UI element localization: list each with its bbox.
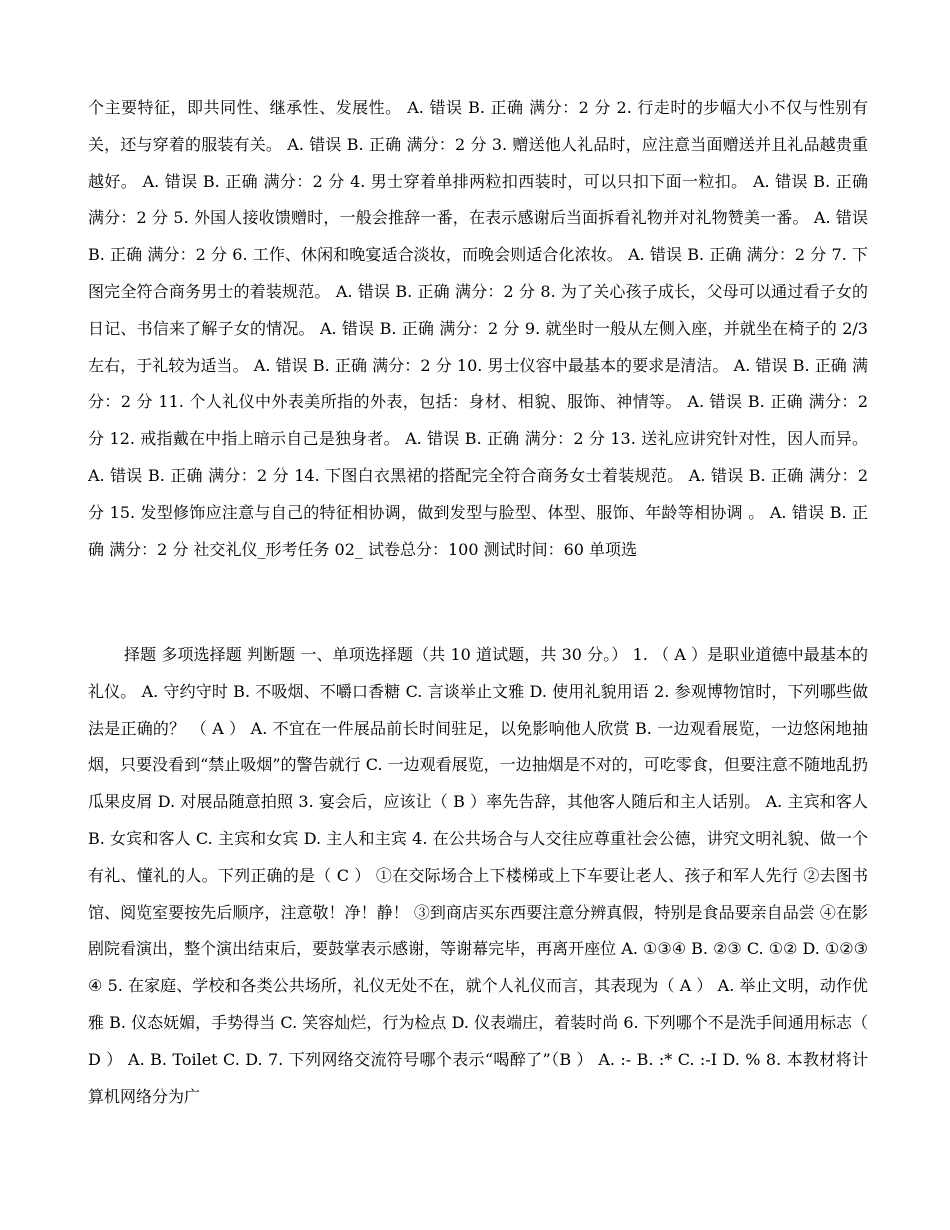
paragraph-single-choice-questions: 择题 多项选择题 判断题 一、单项选择题（共 10 道试题，共 30 分。） 1. （ A ）是职业道德中最基本的礼仪。 A. 守约守时 B. 不吸烟、不嚼口香糖 C. 言谈举止文雅 D. 使用礼貌用语 2. 参观博物馆时，下列哪些做法是正确的？ （ A ） A. 不宜在一件展品前长时间驻足，以免影响他人欣赏 B. 一边观看展览，一边悠闲地抽烟，只要没看到“禁止吸烟”的警告就行 C. 一边观看展览，一边抽烟是不对的，可吃零食，但要注意不随地乱扔瓜果皮屑 D. 对展品随意拍照 3. 宴会后，应该让（ B ）率先告辞，其他客人随后和主人话别。 A. 主宾和客人 B. 女宾和客人 C. 主宾和女宾 D. 主人和主宾 4. 在公共场合与人交往应尊重社会公德，讲究文明礼貌、做一个有礼、懂礼的人。下列正确的是（ C ） ①在交际场合上下楼梯或上下车要让老人、孩子和军人先行 ②去图书馆、阅览室要按先后顺序，注意敬！净！静！ ③到商店买东西要注意分辨真假，特别是食品要亲自品尝 ④在影剧院看演出，整个演出结束后，要鼓掌表示感谢，等谢幕完毕，再离开座位 A. ①③④ B. ②③ C. ①② D. ①②③④ 5. 在家庭、学校和各类公共场所，礼仪无处不在，就个人礼仪而言，其表现为（ A ） A. 举止文明，动作优雅 B. 仪态妩媚，手势得当 C. 笑容灿烂，行为检点 D. 仪表端庄，着装时尚 6. 下列哪个不是洗手间通用标志（ D ） A. B. Toilet C. D. 7. 下列网络交流符号哪个表示“喝醉了”（B ） A. :- B. :* C. :-I D. % 8. 本教材将计算机网络分为广 <box>88 645 868 1106</box>
paragraph-true-false-questions: 个主要特征，即共同性、继承性、发展性。 A. 错误 B. 正确 满分：2 分 2. 行走时的步幅大小不仅与性别有关，还与穿着的服装有关。 A. 错误 B. 正确 满分：2 分 3. 赠送他人礼品时，应注意当面赠送并且礼品越贵重越好。 A. 错误 B. 正确 满分：2 分 4. 男士穿着单排两粒扣西装时，可以只扣下面一粒扣。 A. 错误 B. 正确 满分：2 分 5. 外国人接收馈赠时，一般会推辞一番，在表示感谢后当面拆看礼物并对礼物赞美一番。 A. 错误 B. 正确 满分：2 分 6. 工作、休闲和晚宴适合淡妆，而晚会则适合化浓妆。 A. 错误 B. 正确 满分：2 分 7. 下图完全符合商务男士的着装规范。 A. 错误 B. 正确 满分：2 分 8. 为了关心孩子成长，父母可以通过看子女的日记、书信来了解子女的情况。 A. 错误 B. 正确 满分：2 分 9. 就坐时一般从左侧入座，并就坐在椅子的 2/3 左右，于礼较为适当。 A. 错误 B. 正确 满分：2 分 10. 男士仪容中最基本的要求是清洁。 A. 错误 B. 正确 满分：2 分 11. 个人礼仪中外表美所指的外表，包括：身材、相貌、服饰、神情等。 A. 错误 B. 正确 满分：2 分 12. 戒指戴在中指上暗示自己是独身者。 A. 错误 B. 正确 满分：2 分 13. 送礼应讲究针对性，因人而异。 A. 错误 B. 正确 满分：2 分 14. 下图白衣黑裙的搭配完全符合商务女士着装规范。 A. 错误 B. 正确 满分：2 分 15. 发型修饰应注意与自己的特征相协调，做到发型与脸型、体型、服饰、年龄等相协调 。 A. 错误 B. 正确 满分：2 分 社交礼仪_形考任务 02_ 试卷总分：100 测试时间：60 单项选 <box>88 98 868 559</box>
